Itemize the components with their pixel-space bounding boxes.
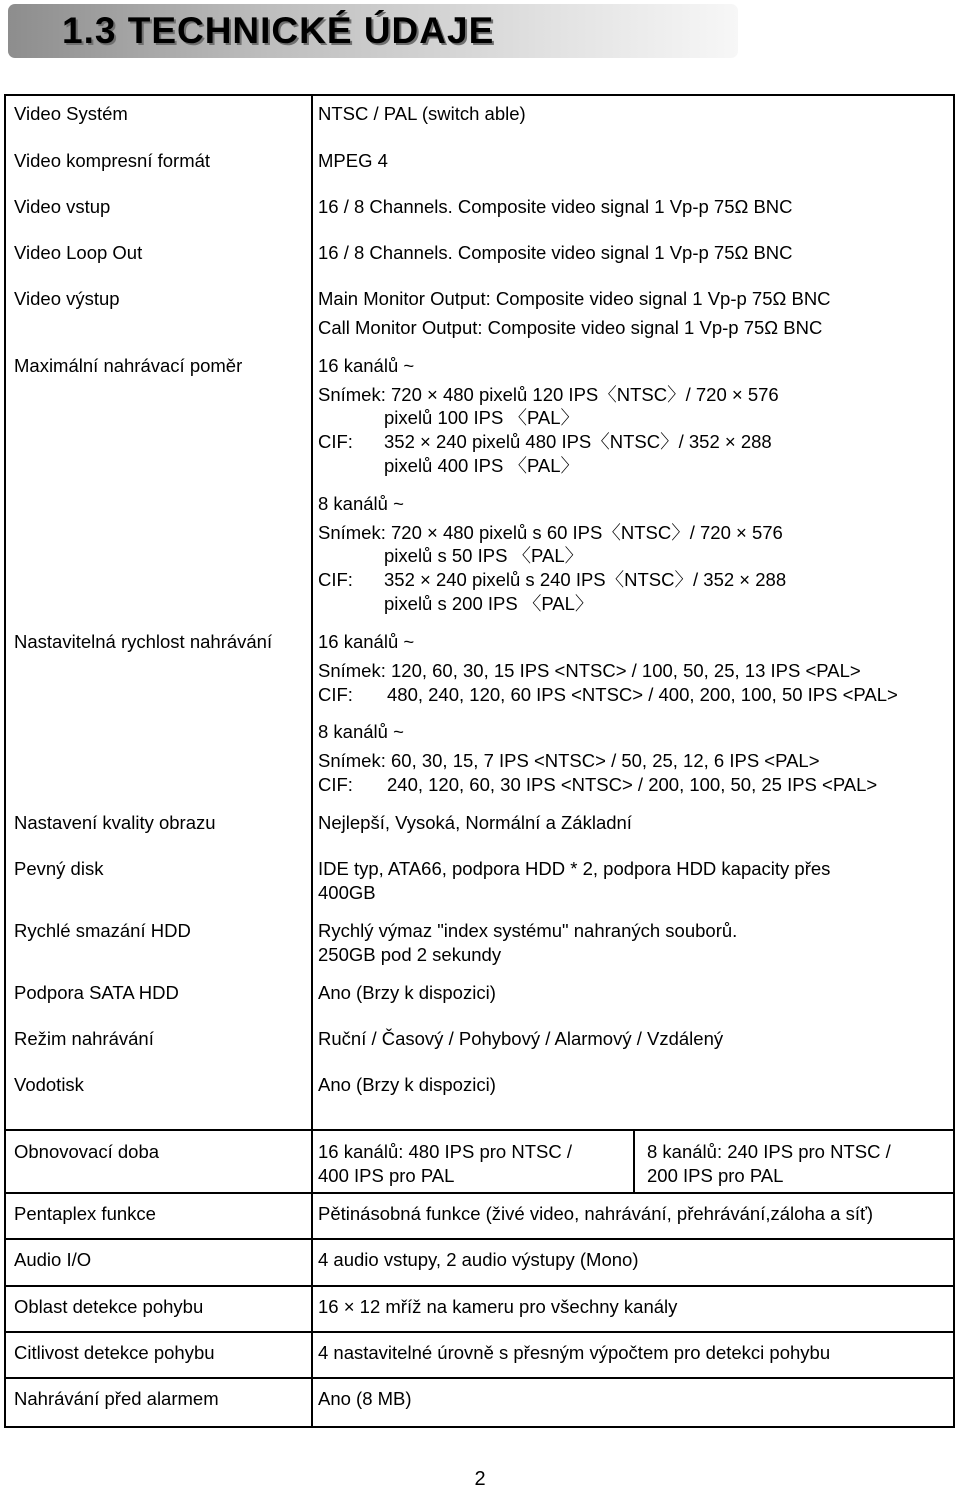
value-prealarm: Ano (8 MB) [318,1388,412,1409]
label-prealarm: Nahrávání před alarmem [14,1388,219,1409]
page-number: 2 [474,1468,486,1490]
adj-rate-16-cif-label: CIF: [318,684,353,705]
value-loop-out: 16 / 8 Channels. Composite video signal 1 Vp-p 75Ω BNC [318,242,793,263]
value-video-in: 16 / 8 Channels. Composite video signal 1 Vp-p 75Ω BNC [318,196,793,217]
value-hdd-cont: 400GB [318,882,376,903]
label-sata: Podpora SATA HDD [14,982,179,1003]
label-watermark: Vodotisk [14,1074,84,1095]
value-quality: Nejlepší, Vysoká, Normální a Základní [318,812,632,833]
adj-rate-16-title: 16 kanálů ~ [318,631,415,652]
value-refresh-8: 8 kanálů: 240 IPS pro NTSC / [647,1141,891,1162]
label-quality: Nastavení kvality obrazu [14,812,216,833]
label-hdd: Pevný disk [14,858,104,879]
max-rate-8-frame: Snímek: 720 × 480 pixelů s 60 IPS〈NTSC〉/ 720 × 576 [318,522,783,543]
row-divider [6,1331,953,1333]
value-watermark: Ano (Brzy k dispozici) [318,1074,496,1095]
value-quick-erase: Rychlý výmaz "index systému" nahraných souborů. [318,920,738,941]
value-audio: 4 audio vstupy, 2 audio výstupy (Mono) [318,1249,639,1270]
max-rate-16-cif-cont: pixelů 400 IPS 〈PAL〉 [384,455,580,476]
refresh-divider [633,1129,635,1194]
label-refresh: Obnovovací doba [14,1141,160,1162]
max-rate-8-frame-cont: pixelů s 50 IPS 〈PAL〉 [384,545,584,566]
label-pentaplex: Pentaplex funkce [14,1203,156,1224]
value-refresh-16: 16 kanálů: 480 IPS pro NTSC / [318,1141,572,1162]
value-hdd: IDE typ, ATA66, podpora HDD * 2, podpora HDD kapacity přes [318,858,831,879]
value-compression: MPEG 4 [318,150,388,171]
adj-rate-8-frame: Snímek: 60, 30, 15, 7 IPS <NTSC> / 50, 25, 12, 6 IPS <PAL> [318,750,820,771]
label-quick-erase: Rychlé smazání HDD [14,920,191,941]
value-video-out-call: Call Monitor Output: Composite video signal 1 Vp-p 75Ω BNC [318,317,823,338]
value-video-out-main: Main Monitor Output: Composite video signal 1 Vp-p 75Ω BNC [318,288,831,309]
max-rate-8-cif-label: CIF: [318,569,353,590]
adj-rate-16-frame: Snímek: 120, 60, 30, 15 IPS <NTSC> / 100, 50, 25, 13 IPS <PAL> [318,660,861,681]
value-sata: Ano (Brzy k dispozici) [318,982,496,1003]
value-rec-mode: Ruční / Časový / Pohybový / Alarmový / Vzdálený [318,1028,724,1049]
max-rate-16-cif-label: CIF: [318,431,353,452]
max-rate-16-title: 16 kanálů ~ [318,355,415,376]
value-refresh-8-cont: 200 IPS pro PAL [647,1165,784,1186]
adj-rate-8-cif: 240, 120, 60, 30 IPS <NTSC> / 200, 100, 50, 25 IPS <PAL> [387,774,878,795]
adj-rate-8-title: 8 kanálů ~ [318,721,404,742]
value-refresh-16-cont: 400 IPS pro PAL [318,1165,455,1186]
row-divider [6,1192,953,1194]
max-rate-16-cif: 352 × 240 pixelů 480 IPS〈NTSC〉/ 352 × 288 [384,431,772,452]
label-adj-rate: Nastavitelná rychlost nahrávání [14,631,273,652]
label-motion-sens: Citlivost detekce pohybu [14,1342,215,1363]
label-video-system: Video Systém [14,103,128,124]
value-quick-erase-cont: 250GB pod 2 sekundy [318,944,502,965]
adj-rate-8-cif-label: CIF: [318,774,353,795]
max-rate-16-frame: Snímek: 720 × 480 pixelů 120 IPS〈NTSC〉/ 720 × 576 [318,384,779,405]
label-loop-out: Video Loop Out [14,242,143,263]
label-video-in: Video vstup [14,196,111,217]
value-video-system: NTSC / PAL (switch able) [318,103,526,124]
value-motion-sens: 4 nastavitelné úrovně s přesným výpočtem pro detekci pohybu [318,1342,831,1363]
max-rate-8-cif-cont: pixelů s 200 IPS 〈PAL〉 [384,593,594,614]
adj-rate-16-cif: 480, 240, 120, 60 IPS <NTSC> / 400, 200, 100, 50 IPS <PAL> [387,684,898,705]
label-max-rate: Maximální nahrávací poměr [14,355,243,376]
row-divider [6,1129,953,1131]
label-motion-area: Oblast detekce pohybu [14,1296,204,1317]
label-compression: Video kompresní formát [14,150,211,171]
value-pentaplex: Pětinásobná funkce (živé video, nahrávání, přehrávání,záloha a síť) [318,1203,874,1224]
page-heading: 1.3 TECHNICKÉ ÚDAJE [62,10,495,51]
label-rec-mode: Režim nahrávání [14,1028,154,1049]
row-divider [6,1285,953,1287]
label-video-out: Video výstup [14,288,120,309]
row-divider [6,1377,953,1379]
max-rate-16-frame-cont: pixelů 100 IPS 〈PAL〉 [384,407,580,428]
row-divider [6,1238,953,1240]
label-audio: Audio I/O [14,1249,92,1270]
column-divider [311,96,313,1426]
value-motion-area: 16 × 12 mříž na kameru pro všechny kanály [318,1296,678,1317]
max-rate-8-title: 8 kanálů ~ [318,493,404,514]
max-rate-8-cif: 352 × 240 pixelů s 240 IPS〈NTSC〉/ 352 × 288 [384,569,787,590]
